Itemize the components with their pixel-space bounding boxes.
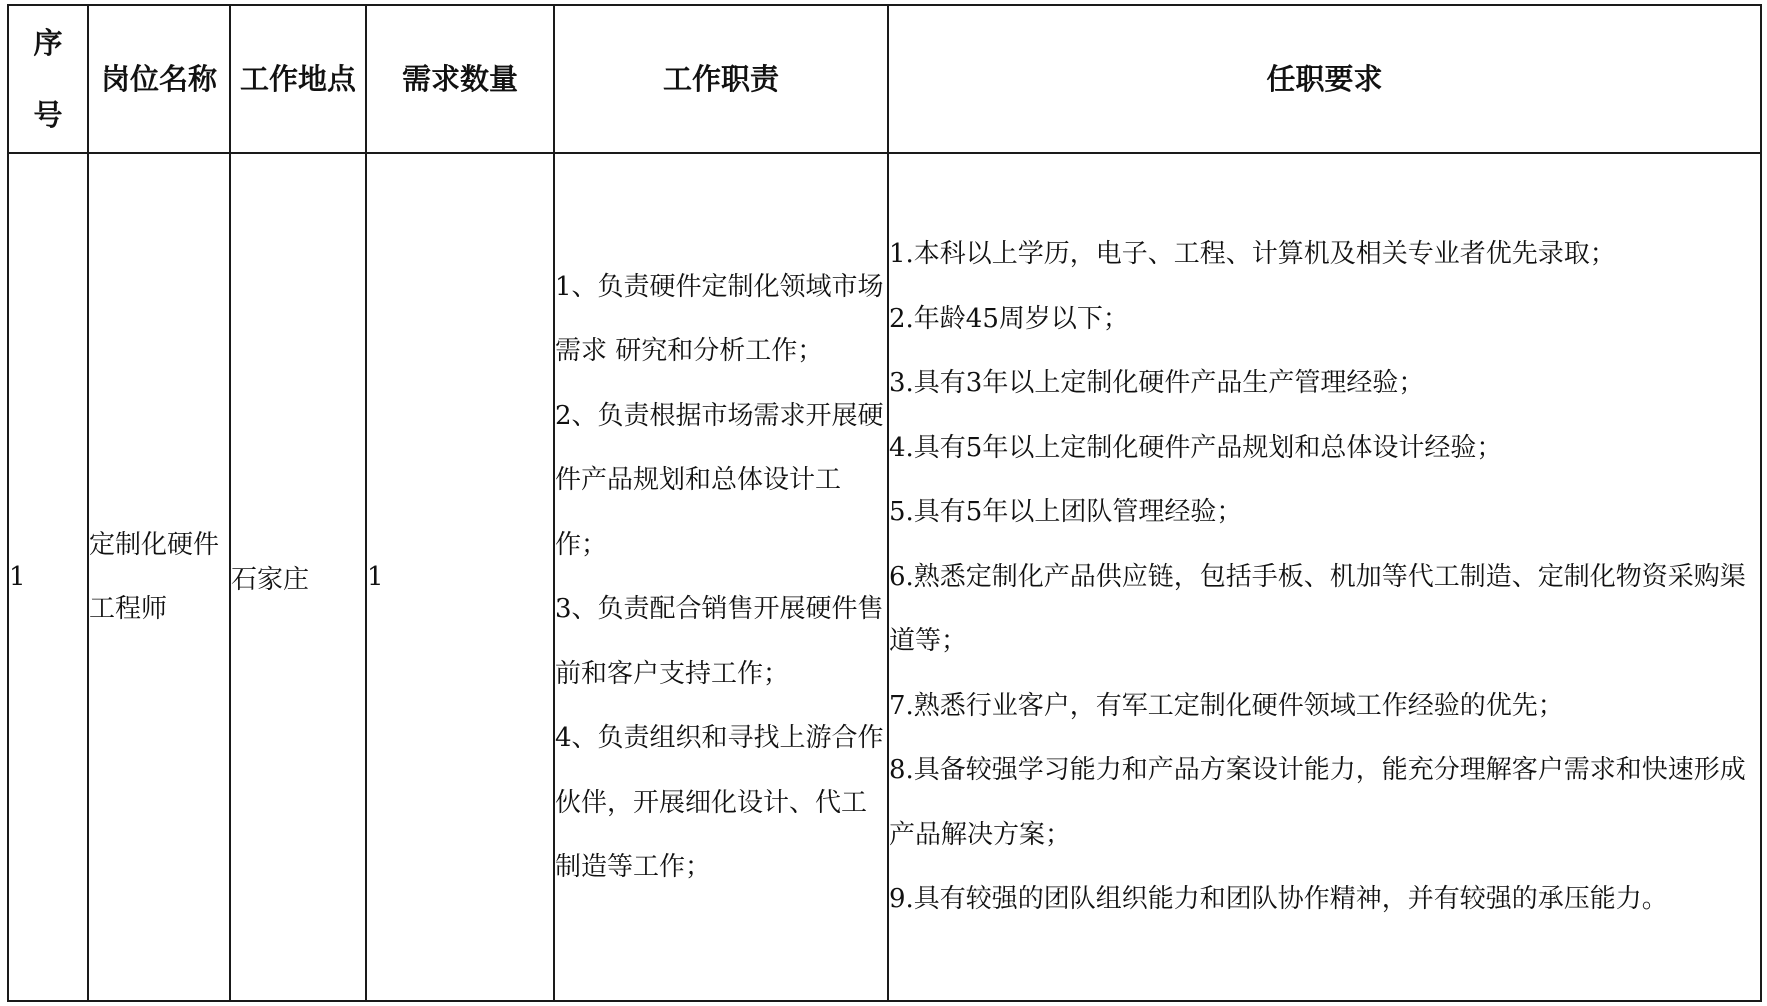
requirement-item: 1.本科以上学历，电子、工程、计算机及相关专业者优先录取； — [889, 239, 1616, 270]
requirement-item: 7.熟悉行业客户，有军工定制化硬件领域工作经验的优先； — [889, 690, 1564, 721]
duty-item: 1、负责硬件定制化领域市场需求 研究和分析工作； — [555, 271, 884, 366]
duty-item: 3、负责配合销售开展硬件售前和客户支持工作； — [555, 594, 884, 689]
header-index-label: 序号 — [33, 26, 63, 132]
requirement-item: 3.具有3年以上定制化硬件产品生产管理经验； — [889, 368, 1425, 399]
header-requirements: 任职要求 — [888, 5, 1761, 153]
header-index — [8, 5, 88, 153]
duty-item: 4、负责组织和寻找上游合作伙伴，开展细化设计、代工制造等工作； — [555, 723, 884, 882]
cell-location: 石家庄 — [230, 153, 366, 1001]
job-posting-table — [7, 4, 1762, 1002]
requirement-item: 5.具有5年以上团队管理经验； — [889, 497, 1243, 528]
duties-list — [555, 255, 887, 900]
header-duties: 工作职责 — [554, 5, 888, 153]
cell-position: 定制化硬件工程师 — [88, 153, 230, 1001]
cell-requirements — [888, 153, 1761, 1001]
header-location: 工作地点 — [230, 5, 366, 153]
header-position: 岗位名称 — [88, 5, 230, 153]
cell-quantity: 1 — [366, 153, 554, 1001]
requirement-item: 9.具有较强的团队组织能力和团队协作精神，并有较强的承压能力。 — [889, 884, 1668, 915]
requirements-list — [889, 222, 1760, 932]
requirement-item: 4.具有5年以上定制化硬件产品规划和总体设计经验； — [889, 432, 1503, 463]
header-quantity: 需求数量 — [366, 5, 554, 153]
requirement-item: 2.年龄45周岁以下； — [889, 303, 1129, 334]
table-row — [8, 153, 1761, 1001]
requirement-item: 6.熟悉定制化产品供应链，包括手板、机加等代工制造、定制化物资采购渠道等； — [889, 561, 1746, 657]
cell-duties — [554, 153, 888, 1001]
requirement-item: 8.具备较强学习能力和产品方案设计能力，能充分理解客户需求和快速形成产品解决方案； — [889, 755, 1746, 850]
cell-index: 1 — [8, 153, 88, 1001]
table-header-row — [8, 5, 1761, 153]
duty-item: 2、负责根据市场需求开展硬件产品规划和总体设计工作； — [555, 400, 884, 560]
